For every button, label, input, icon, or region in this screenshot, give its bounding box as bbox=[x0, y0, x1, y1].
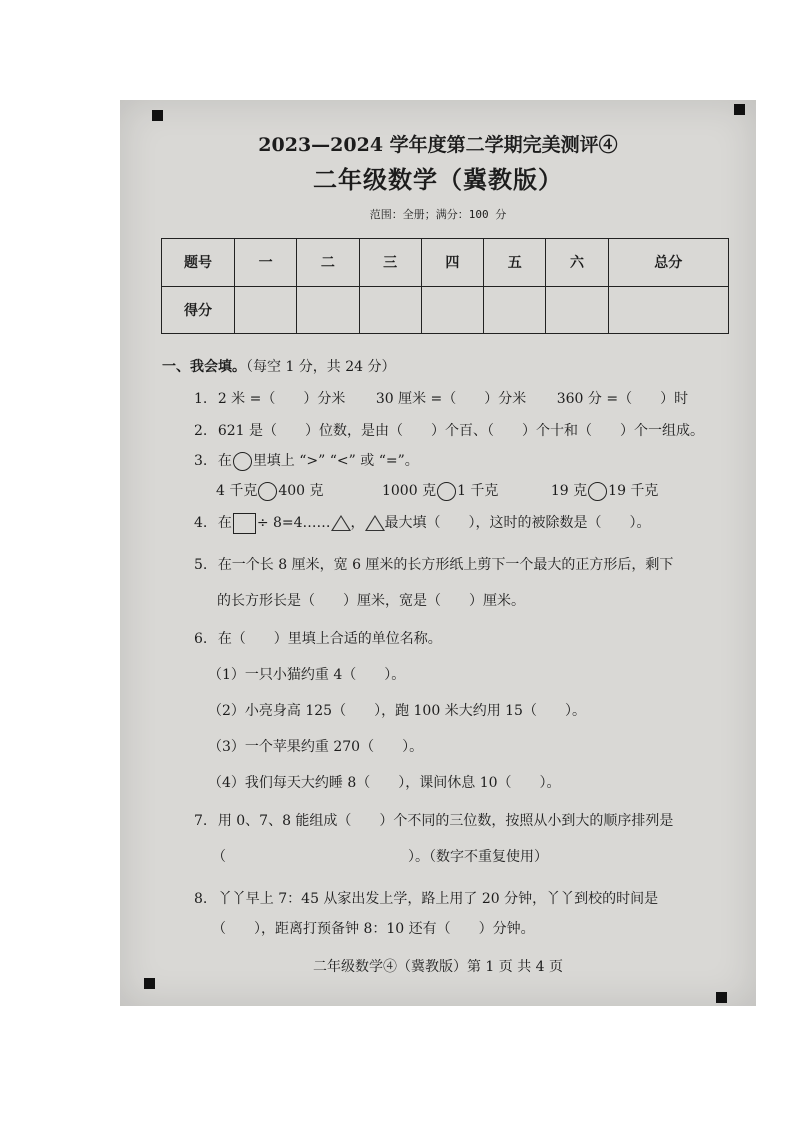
registration-mark bbox=[716, 992, 727, 1003]
question-4 bbox=[194, 512, 651, 534]
q6-sub-item: （3）一个苹果约重 270（ ）。 bbox=[208, 739, 424, 755]
question-number: 4. bbox=[194, 515, 208, 531]
circle-icon bbox=[233, 452, 252, 471]
score-blank-cell bbox=[235, 286, 297, 334]
question-number: 5. bbox=[194, 557, 208, 573]
compare-circle-input[interactable] bbox=[258, 482, 277, 501]
registration-mark bbox=[144, 978, 155, 989]
q4-post: 最大填（ ），这时的被除数是（ ）。 bbox=[384, 515, 651, 531]
score-table-score-row bbox=[162, 286, 729, 334]
question-7 bbox=[194, 810, 673, 830]
q3-item-right: 1 千克 bbox=[457, 483, 499, 499]
q1-part-c: 360 分 =（ ）时 bbox=[556, 391, 689, 407]
q4-sep: ， bbox=[350, 515, 365, 531]
score-row-label: 得分 bbox=[162, 286, 235, 334]
score-table-cell: 题号 bbox=[162, 239, 235, 287]
score-table-cell: 一 bbox=[235, 239, 297, 287]
q3-pre: 在 bbox=[217, 453, 232, 469]
registration-mark bbox=[734, 104, 745, 115]
section1-heading bbox=[162, 356, 396, 376]
q1-part-b: 30 厘米 =（ ）分米 bbox=[375, 391, 527, 407]
triangle-icon bbox=[365, 515, 385, 531]
q1-part-a: 2 米 =（ ）分米 bbox=[217, 391, 346, 407]
score-table-cell: 二 bbox=[297, 239, 359, 287]
q5-line2: 的长方形长是（ ）厘米，宽是（ ）厘米。 bbox=[217, 593, 525, 609]
score-table-cell: 五 bbox=[484, 239, 546, 287]
score-blank-cell bbox=[608, 286, 728, 334]
q4-pre: 在 bbox=[217, 515, 232, 531]
question-number: 6. bbox=[194, 631, 208, 647]
question-5 bbox=[194, 554, 673, 574]
q3-post: 里填上 “>” “<” 或 “=”。 bbox=[252, 453, 419, 469]
question-3-items bbox=[216, 480, 658, 501]
q3-item-right: 19 千克 bbox=[608, 483, 659, 499]
question-2 bbox=[194, 420, 704, 440]
score-blank-cell bbox=[421, 286, 483, 334]
q6-sub-item: （1）一只小猫约重 4（ ）。 bbox=[208, 667, 406, 683]
q3-item-left: 4 千克 bbox=[216, 483, 258, 499]
q7-line1: 用 0、7、8 能组成（ ）个不同的三位数，按照从小到大的顺序排列是 bbox=[217, 813, 674, 829]
score-table-cell: 三 bbox=[359, 239, 421, 287]
compare-circle-input[interactable] bbox=[588, 482, 607, 501]
question-number: 3. bbox=[194, 453, 208, 469]
score-table-header-row bbox=[162, 239, 729, 287]
triangle-icon bbox=[331, 515, 351, 531]
q8-line2: （ ），距离打预备钟 8：10 还有（ ）分钟。 bbox=[212, 921, 535, 937]
section1-title: 一、我会填。 bbox=[162, 359, 246, 375]
score-table bbox=[161, 238, 729, 334]
q8-line1: 丫丫早上 7：45 从家出发上学，路上用了 20 分钟，丫丫到校的时间是 bbox=[217, 891, 659, 907]
q7-line2: （ ）。（数字不重复使用） bbox=[212, 849, 548, 865]
q3-item-left: 1000 克 bbox=[381, 483, 437, 499]
score-blank-cell bbox=[546, 286, 608, 334]
question-1 bbox=[194, 388, 688, 408]
exam-range: 范围：全册；满分：100 分 bbox=[369, 208, 507, 221]
question-3 bbox=[194, 450, 419, 471]
q3-item-left: 19 克 bbox=[550, 483, 588, 499]
page-footer: 二年级数学④（冀教版）第 1 页 共 4 页 bbox=[312, 959, 564, 975]
question-6 bbox=[194, 628, 442, 648]
score-table-cell: 总分 bbox=[608, 239, 728, 287]
exam-subject: 二年级数学（冀教版） bbox=[313, 165, 563, 194]
registration-mark bbox=[152, 110, 163, 121]
q5-line1: 在一个长 8 厘米，宽 6 厘米的长方形纸上剪下一个最大的正方形后，剩下 bbox=[217, 557, 674, 573]
q2-text: 621 是（ ）位数，是由（ ）个百、（ ）个十和（ ）个一组成。 bbox=[217, 423, 704, 439]
q6-sub-item: （2）小亮身高 125（ ），跑 100 米大约用 15（ ）。 bbox=[208, 703, 586, 719]
score-table-cell: 六 bbox=[546, 239, 608, 287]
question-number: 2. bbox=[194, 423, 208, 439]
compare-circle-input[interactable] bbox=[437, 482, 456, 501]
score-blank-cell bbox=[484, 286, 546, 334]
exam-title: 2023—2024 学年度第二学期完美测评④ bbox=[258, 134, 618, 156]
score-blank-cell bbox=[359, 286, 421, 334]
question-8 bbox=[194, 888, 658, 908]
question-number: 1. bbox=[194, 391, 208, 407]
question-number: 8. bbox=[194, 891, 208, 907]
score-blank-cell bbox=[297, 286, 359, 334]
exam-paper bbox=[120, 100, 756, 1006]
question-number: 7. bbox=[194, 813, 208, 829]
q4-mid: ÷ 8=4…… bbox=[256, 515, 331, 531]
q6-text: 在（ ）里填上合适的单位名称。 bbox=[217, 631, 442, 647]
q3-item-right: 400 克 bbox=[278, 483, 324, 499]
section1-note: （每空 1 分，共 24 分） bbox=[246, 359, 396, 375]
square-input-box[interactable] bbox=[233, 513, 256, 534]
score-table-cell: 四 bbox=[421, 239, 483, 287]
q6-sub-item: （4）我们每天大约睡 8（ ），课间休息 10（ ）。 bbox=[208, 775, 561, 791]
